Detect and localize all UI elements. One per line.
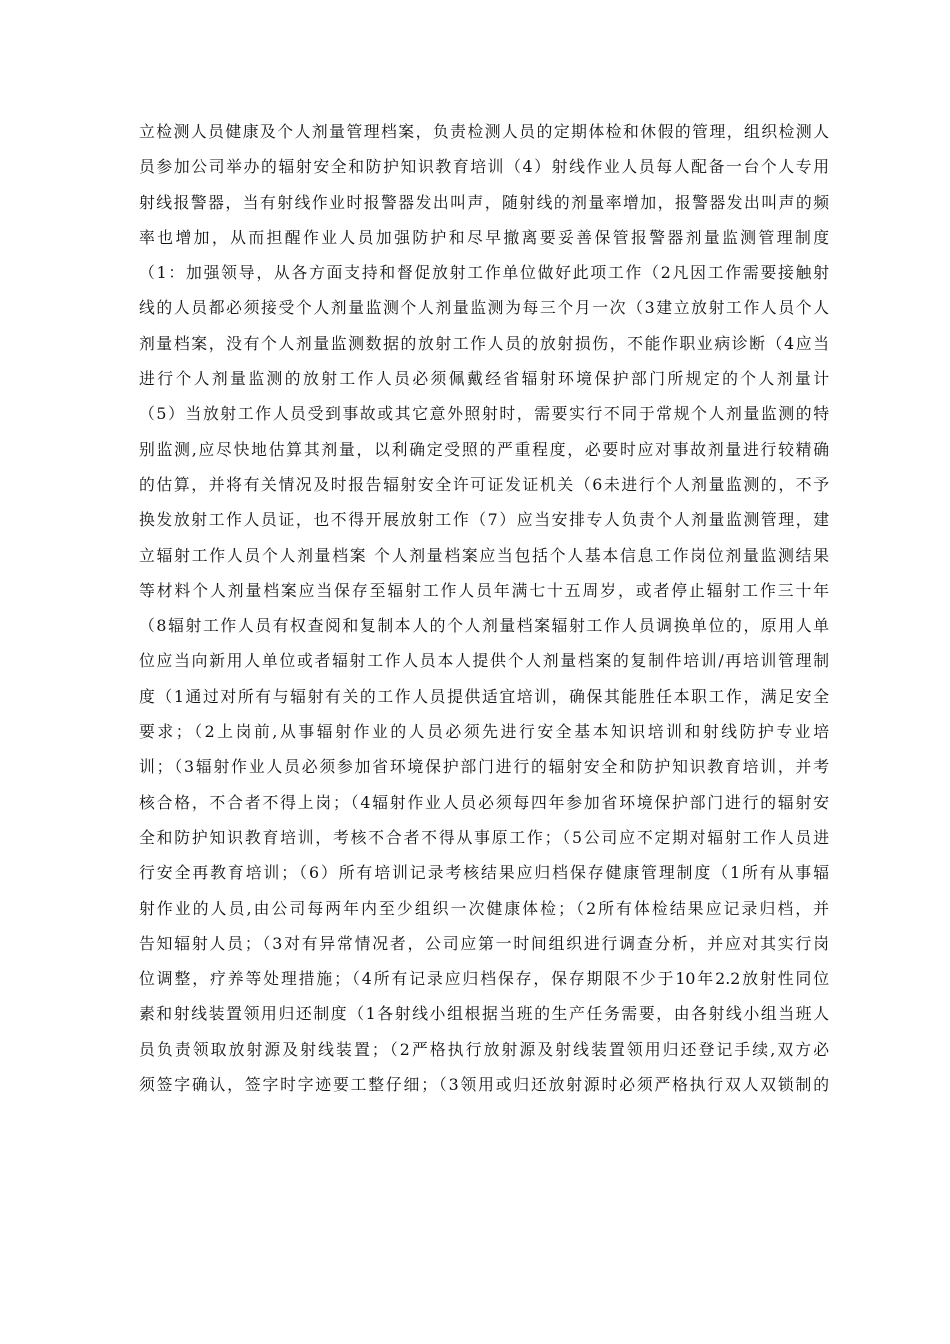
text-line: 射作业的人员,由公司每两年内至少组织一次健康体检；（2所有体检结果应记录归档，并	[139, 898, 829, 918]
text-line: 等材料个人剂量档案应当保存至辐射工作人员年满七十五周岁，或者停止辐射工作三十年	[139, 580, 829, 600]
text-line: 别监测,应尽快地估算其剂量，以利确定受照的严重程度，必要时应对事故剂量进行较精确	[139, 439, 829, 459]
text-line: 剂量档案，没有个人剂量监测数据的放射工作人员的放射损伤，不能作职业病诊断（4应当	[139, 333, 829, 353]
text-line: 训；（3辐射作业人员必须参加省环境保护部门进行的辐射安全和防护知识教育培训，并考	[139, 757, 829, 777]
text-line: 员参加公司举办的辐射安全和防护知识教育培训（4）射线作业人员每人配备一台个人专用	[139, 157, 829, 177]
text-line: 的估算，并将有关情况及时报告辐射安全许可证发证机关（6未进行个人剂量监测的，不予	[139, 474, 829, 494]
text-line: 位应当向新用人单位或者辐射工作人员本人提供个人剂量档案的复制件培训/再培训管理制	[139, 651, 829, 671]
text-line: 行安全再教育培训；（6）所有培训记录考核结果应归档保存健康管理制度（1所有从事辐	[139, 863, 829, 883]
text-line: 素和射线装置领用归还制度（1各射线小组根据当班的生产任务需要，由各射线小组当班人	[139, 1004, 829, 1024]
text-line: 率也增加，从而担醒作业人员加强防护和尽早撤离要妥善保管报警器剂量监测管理制度	[139, 227, 829, 247]
body-text	[139, 114, 829, 1102]
text-line: 射线报警器，当有射线作业时报警器发出叫声，随射线的剂量率增加，报警器发出叫声的频	[139, 192, 829, 212]
text-line: （5）当放射工作人员受到事故或其它意外照射时，需要实行不同于常规个人剂量监测的特	[139, 404, 829, 424]
text-line: （1：加强领导，从各方面支持和督促放射工作单位做好此项工作（2凡因工作需要接触射	[139, 263, 829, 283]
text-line: （8辐射工作人员有权查阅和复制本人的个人剂量档案辐射工作人员调换单位的，原用人单	[139, 616, 829, 636]
text-line: 进行个人剂量监测的放射工作人员必须佩戴经省辐射环境保护部门所规定的个人剂量计	[139, 369, 829, 389]
text-line: 位调整，疗养等处理措施；（4所有记录应归档保存，保存期限不少于10年2.2放射性同位	[139, 969, 829, 989]
text-line: 换发放射工作人员证，也不得开展放射工作（7）应当安排专人负责个人剂量监测管理，建	[139, 510, 829, 530]
text-line: 度（1通过对所有与辐射有关的工作人员提供适宜培训，确保其能胜任本职工作，满足安全	[139, 686, 829, 706]
text-line: 要求；（2上岗前,从事辐射作业的人员必须先进行安全基本知识培训和射线防护专业培	[139, 722, 829, 742]
text-line: 线的人员都必须接受个人剂量监测个人剂量监测为每三个月一次（3建立放射工作人员个人	[139, 298, 829, 318]
text-line: 须签字确认，签字时字迹要工整仔细；（3领用或归还放射源时必须严格执行双人双锁制的	[139, 1075, 829, 1095]
text-line: 立检测人员健康及个人剂量管理档案，负责检测人员的定期体检和休假的管理，组织检测人	[139, 122, 829, 141]
text-line: 全和防护知识教育培训，考核不合者不得从事原工作；（5公司应不定期对辐射工作人员进	[139, 827, 829, 847]
text-line: 告知辐射人员；（3对有异常情况者，公司应第一时间组织进行调查分析，并应对其实行岗	[139, 933, 829, 953]
text-line: 核合格，不合者不得上岗；（4辐射作业人员必须每四年参加省环境保护部门进行的辐射安	[139, 792, 829, 812]
text-line: 立辐射工作人员个人剂量档案 个人剂量档案应当包括个人基本信息工作岗位剂量监测结果	[139, 545, 829, 565]
text-line: 员负责领取放射源及射线装置；（2严格执行放射源及射线装置领用归还登记手续,双方必	[139, 1039, 829, 1059]
